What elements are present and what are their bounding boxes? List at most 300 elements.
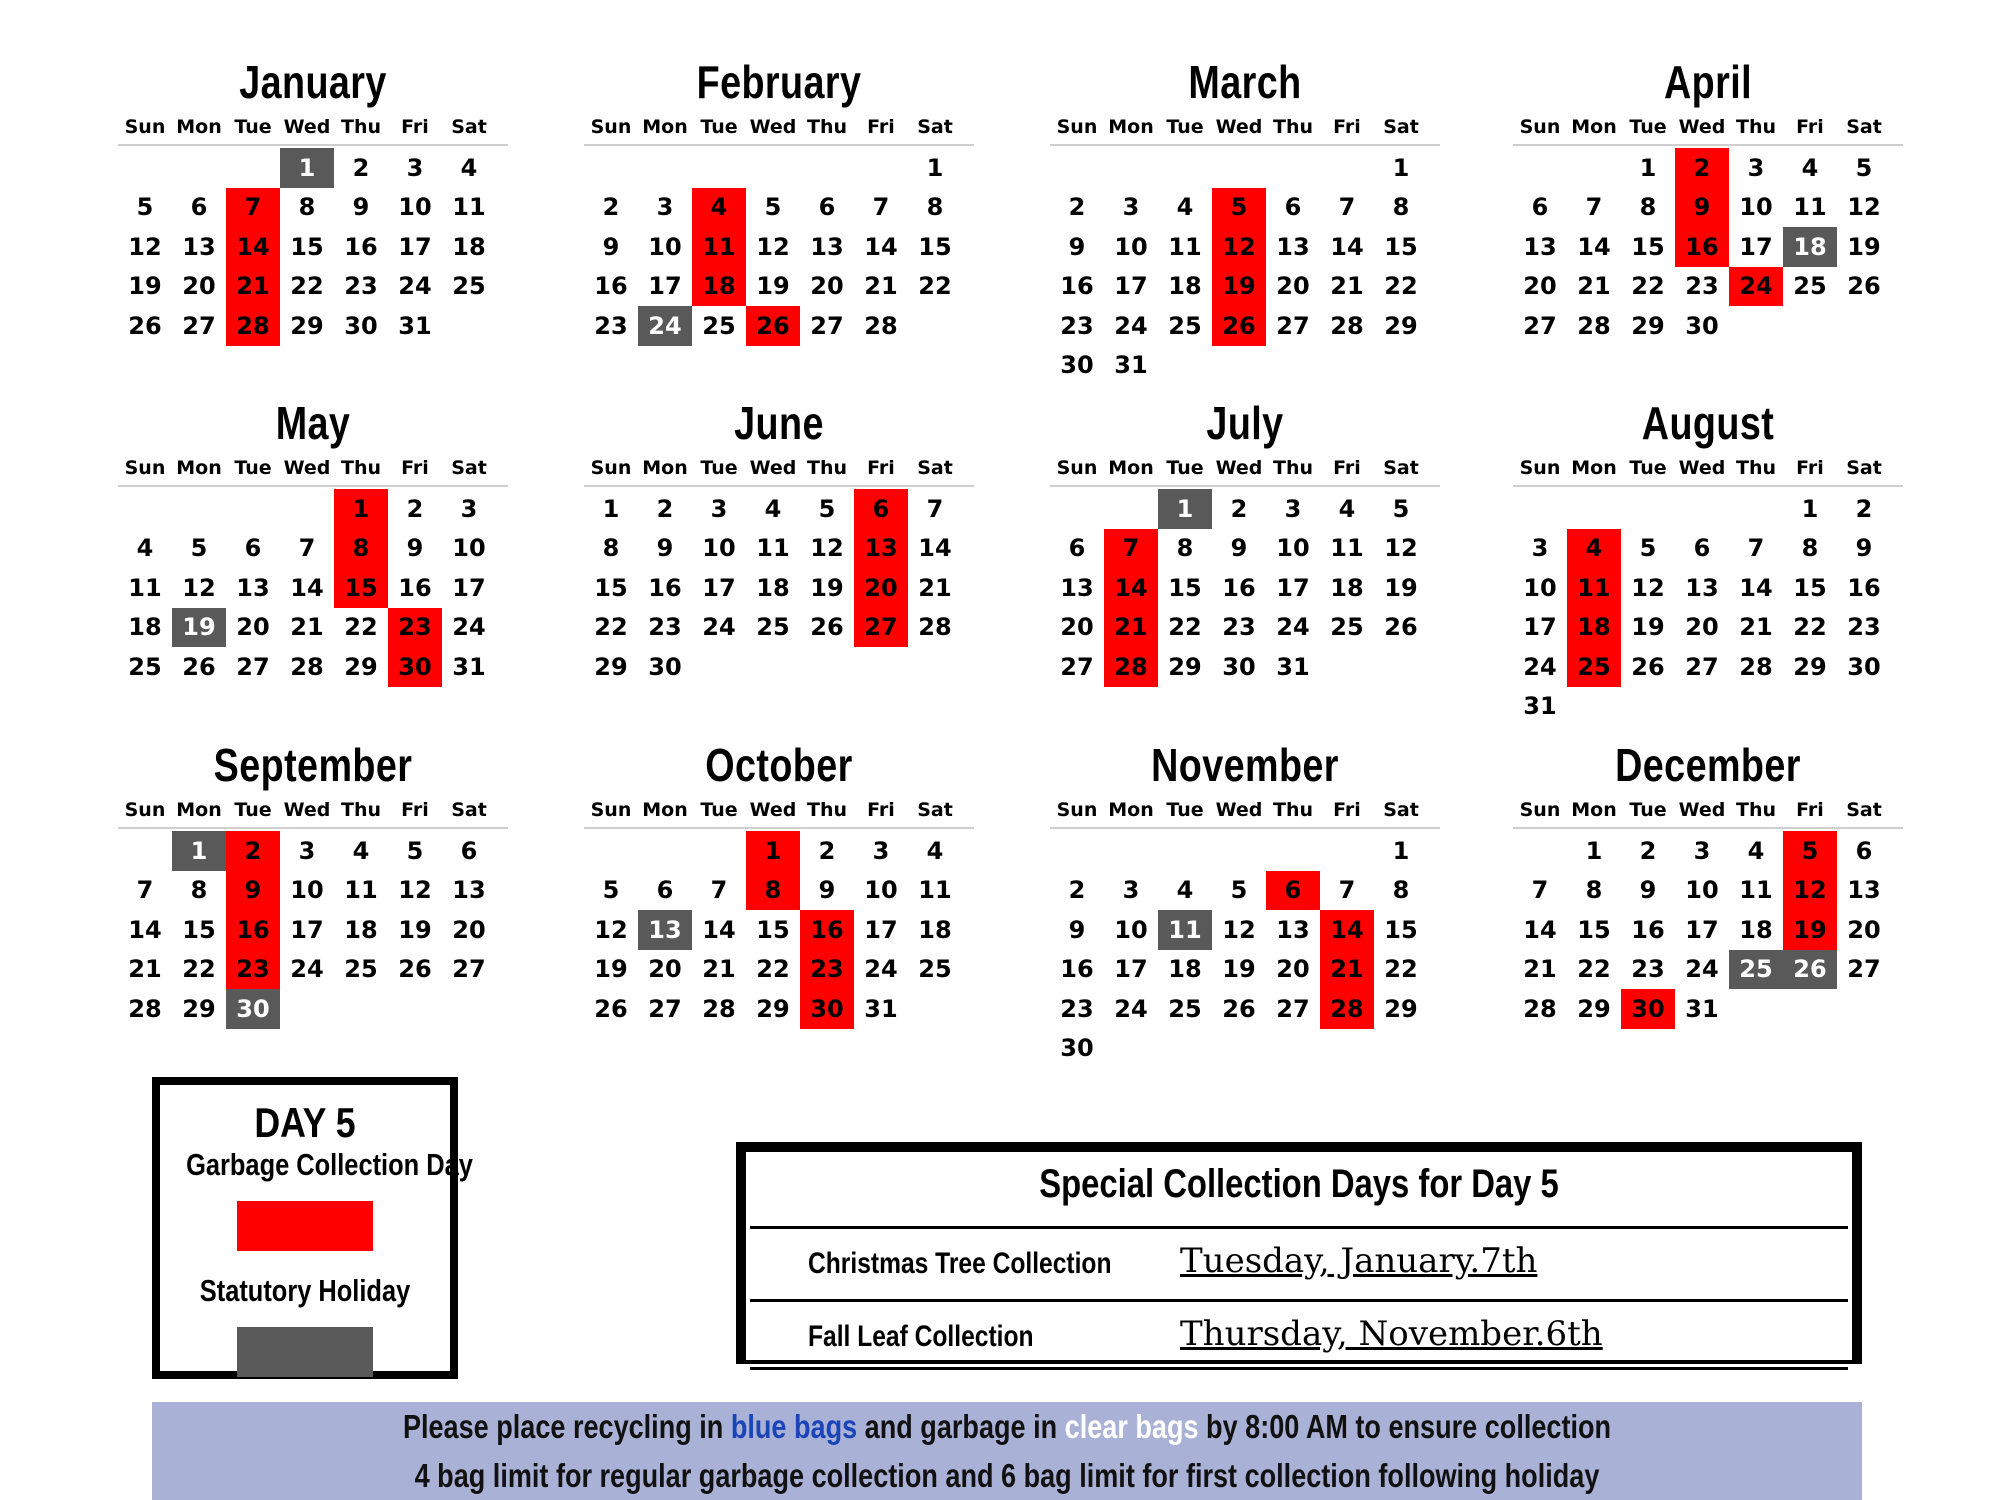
day-cell: 21	[1577, 272, 1611, 301]
weekday-label: Mon	[176, 457, 222, 479]
day-cell: 17	[1739, 232, 1773, 261]
weekday-label: Tue	[234, 799, 272, 821]
empty-cell	[692, 831, 746, 871]
day-cell: 29	[1631, 311, 1665, 340]
day-cell: 10	[1523, 573, 1557, 602]
day-cell: 1	[926, 153, 944, 182]
day-cell: 20	[1276, 272, 1310, 301]
weekday-label: Mon	[1108, 457, 1154, 479]
day-cell: 7	[710, 876, 728, 905]
day-cell: 11	[756, 534, 790, 563]
day-grid	[1513, 487, 1903, 726]
day-cell: 19	[1222, 955, 1256, 984]
day-cell: 18	[344, 915, 378, 944]
day-cell: 4	[1338, 494, 1356, 523]
day-cell: 30	[1222, 652, 1256, 681]
day-cell: 21	[128, 955, 162, 984]
day-cell: 13	[1685, 573, 1719, 602]
day-cell: 10	[864, 876, 898, 905]
day-cell: 6	[1693, 534, 1711, 563]
day-cell: 28	[128, 994, 162, 1023]
holiday-cell: 1	[280, 148, 334, 188]
day-cell: 19	[594, 955, 628, 984]
weekday-header	[1513, 451, 1903, 487]
collection-day-swatch	[237, 1201, 373, 1251]
day-cell: 14	[128, 915, 162, 944]
day-cell: 4	[926, 836, 944, 865]
month-march	[1050, 54, 1440, 385]
day-cell: 28	[1739, 652, 1773, 681]
month-january	[118, 54, 508, 346]
day-cell: 15	[594, 573, 628, 602]
weekday-header	[584, 793, 974, 829]
day-cell: 25	[702, 311, 736, 340]
day-cell: 9	[1230, 534, 1248, 563]
day-cell: 27	[182, 311, 216, 340]
day-cell: 22	[1577, 955, 1611, 984]
day-cell: 12	[810, 534, 844, 563]
collection-day-cell: 1	[746, 831, 800, 871]
month-title: March	[1188, 56, 1302, 108]
empty-cell	[1212, 148, 1266, 188]
weekday-label: Tue	[700, 799, 738, 821]
day-cell: 6	[190, 193, 208, 222]
collection-day-cell: 23	[388, 608, 442, 648]
day-cell: 20	[1847, 915, 1881, 944]
month-november	[1050, 737, 1440, 1068]
day-cell: 4	[136, 534, 154, 563]
day-cell: 11	[128, 573, 162, 602]
weekday-label: Wed	[749, 457, 797, 479]
empty-cell	[1104, 489, 1158, 529]
weekday-label: Fri	[1333, 457, 1361, 479]
day-cell: 23	[344, 272, 378, 301]
special-row-name: Fall Leaf Collection	[808, 1320, 1034, 1353]
weekday-label: Wed	[749, 116, 797, 138]
day-cell: 1	[1585, 836, 1603, 865]
weekday-label: Tue	[1166, 457, 1204, 479]
empty-cell	[1104, 148, 1158, 188]
day-cell: 28	[702, 994, 736, 1023]
day-cell: 13	[1847, 876, 1881, 905]
month-june	[584, 395, 974, 687]
weekday-label: Sat	[451, 457, 487, 479]
day-cell: 15	[1168, 573, 1202, 602]
special-row-name: Christmas Tree Collection	[808, 1247, 1112, 1280]
month-october	[584, 737, 974, 1029]
empty-cell	[1266, 148, 1320, 188]
day-cell: 23	[1060, 311, 1094, 340]
legend-holiday-label: Statutory Holiday	[199, 1273, 411, 1308]
day-cell: 18	[452, 232, 486, 261]
day-cell: 28	[1523, 994, 1557, 1023]
weekday-label: Sun	[590, 116, 632, 138]
day-cell: 16	[1060, 272, 1094, 301]
special-row	[750, 1302, 1848, 1370]
weekday-label: Wed	[1215, 457, 1263, 479]
day-cell: 24	[1276, 613, 1310, 642]
day-cell: 3	[1747, 153, 1765, 182]
empty-cell	[1320, 148, 1374, 188]
empty-cell	[280, 489, 334, 529]
day-cell: 26	[1384, 613, 1418, 642]
day-cell: 5	[190, 534, 208, 563]
day-cell: 6	[460, 836, 478, 865]
collection-day-cell: 28	[1320, 989, 1374, 1029]
empty-cell	[1621, 489, 1675, 529]
day-cell: 31	[1114, 351, 1148, 380]
collection-day-cell: 21	[1104, 608, 1158, 648]
weekday-label: Wed	[749, 799, 797, 821]
day-cell: 29	[1168, 652, 1202, 681]
day-cell: 25	[1168, 311, 1202, 340]
day-cell: 3	[1122, 193, 1140, 222]
empty-cell	[1513, 831, 1567, 871]
day-cell: 2	[656, 494, 674, 523]
day-cell: 26	[1847, 272, 1881, 301]
day-cell: 29	[290, 311, 324, 340]
weekday-label: Thu	[340, 799, 381, 821]
day-cell: 23	[1685, 272, 1719, 301]
month-february	[584, 54, 974, 346]
day-cell: 15	[1577, 915, 1611, 944]
day-cell: 10	[398, 193, 432, 222]
day-cell: 22	[1384, 955, 1418, 984]
weekday-label: Sat	[451, 116, 487, 138]
day-cell: 25	[344, 955, 378, 984]
day-cell: 12	[594, 915, 628, 944]
notice-text: Please place recycling in	[402, 1408, 731, 1445]
weekday-label: Mon	[1571, 457, 1617, 479]
day-cell: 12	[1384, 534, 1418, 563]
day-cell: 28	[1330, 311, 1364, 340]
day-cell: 1	[602, 494, 620, 523]
day-cell: 4	[1176, 876, 1194, 905]
holiday-cell: 1	[172, 831, 226, 871]
day-cell: 14	[864, 232, 898, 261]
weekday-header	[584, 451, 974, 487]
collection-day-cell: 24	[1729, 267, 1783, 307]
day-cell: 29	[756, 994, 790, 1023]
empty-cell	[746, 148, 800, 188]
day-grid	[1513, 829, 1903, 1029]
month-title: June	[734, 397, 824, 449]
day-grid	[118, 487, 508, 687]
weekday-label: Sun	[1056, 457, 1098, 479]
day-cell: 26	[128, 311, 162, 340]
day-cell: 15	[182, 915, 216, 944]
day-cell: 12	[1847, 193, 1881, 222]
day-grid	[1050, 146, 1440, 385]
special-collection-title: Special Collection Days for Day 5	[1039, 1162, 1559, 1206]
month-december	[1513, 737, 1903, 1029]
day-cell: 12	[182, 573, 216, 602]
day-cell: 27	[1685, 652, 1719, 681]
notice-banner	[152, 1402, 1862, 1500]
day-cell: 9	[602, 232, 620, 261]
day-cell: 20	[810, 272, 844, 301]
day-cell: 23	[1060, 994, 1094, 1023]
day-cell: 19	[810, 573, 844, 602]
empty-cell	[854, 148, 908, 188]
collection-day-cell: 27	[854, 608, 908, 648]
weekday-label: Wed	[1215, 116, 1263, 138]
day-cell: 9	[1855, 534, 1873, 563]
day-cell: 20	[648, 955, 682, 984]
day-cell: 15	[1793, 573, 1827, 602]
day-cell: 22	[344, 613, 378, 642]
day-cell: 13	[1276, 232, 1310, 261]
weekday-label: Fri	[401, 116, 429, 138]
empty-cell	[1513, 148, 1567, 188]
empty-cell	[1050, 489, 1104, 529]
empty-cell	[1675, 489, 1729, 529]
day-cell: 27	[1276, 994, 1310, 1023]
day-cell: 17	[1114, 272, 1148, 301]
weekday-label: Sat	[917, 457, 953, 479]
day-cell: 20	[182, 272, 216, 301]
weekday-label: Mon	[176, 116, 222, 138]
empty-cell	[1567, 489, 1621, 529]
month-title: January	[239, 56, 387, 108]
collection-day-cell: 2	[226, 831, 280, 871]
day-cell: 4	[764, 494, 782, 523]
collection-day-cell: 30	[1621, 989, 1675, 1029]
weekday-label: Wed	[1678, 799, 1726, 821]
day-cell: 14	[1739, 573, 1773, 602]
collection-day-cell: 14	[1104, 568, 1158, 608]
day-cell: 1	[1392, 153, 1410, 182]
special-collection-table	[736, 1142, 1862, 1364]
month-title: December	[1615, 739, 1801, 791]
day-cell: 24	[1114, 994, 1148, 1023]
day-grid	[118, 829, 508, 1029]
holiday-cell: 19	[172, 608, 226, 648]
day-cell: 26	[1222, 994, 1256, 1023]
day-cell: 22	[918, 272, 952, 301]
day-cell: 6	[1284, 193, 1302, 222]
weekday-label: Sun	[1519, 457, 1561, 479]
month-title: February	[696, 56, 862, 108]
collection-day-cell: 25	[1567, 647, 1621, 687]
day-cell: 25	[918, 955, 952, 984]
month-september	[118, 737, 508, 1029]
day-cell: 15	[756, 915, 790, 944]
day-cell: 29	[594, 652, 628, 681]
collection-day-cell: 5	[1783, 831, 1837, 871]
collection-day-cell: 6	[854, 489, 908, 529]
weekday-label: Sun	[124, 799, 166, 821]
weekday-label: Sat	[1846, 799, 1882, 821]
empty-cell	[1513, 489, 1567, 529]
collection-day-cell: 12	[1783, 871, 1837, 911]
day-cell: 10	[1276, 534, 1310, 563]
day-cell: 20	[1060, 613, 1094, 642]
special-row-date: Tuesday, January.7th	[1180, 1241, 1538, 1281]
day-cell: 17	[864, 915, 898, 944]
day-cell: 12	[1222, 915, 1256, 944]
day-cell: 21	[290, 613, 324, 642]
day-cell: 29	[1384, 311, 1418, 340]
day-cell: 3	[1122, 876, 1140, 905]
day-cell: 22	[290, 272, 324, 301]
day-cell: 2	[818, 836, 836, 865]
day-cell: 1	[1392, 836, 1410, 865]
day-cell: 24	[398, 272, 432, 301]
day-cell: 9	[818, 876, 836, 905]
weekday-label: Mon	[1571, 116, 1617, 138]
day-cell: 19	[1384, 573, 1418, 602]
day-cell: 3	[406, 153, 424, 182]
holiday-cell: 1	[1158, 489, 1212, 529]
collection-day-cell: 16	[226, 910, 280, 950]
weekday-header	[1050, 110, 1440, 146]
day-cell: 24	[290, 955, 324, 984]
day-cell: 27	[236, 652, 270, 681]
day-cell: 21	[918, 573, 952, 602]
day-cell: 5	[136, 193, 154, 222]
holiday-swatch	[237, 1327, 373, 1377]
day-cell: 9	[1639, 876, 1657, 905]
collection-day-cell: 6	[1266, 871, 1320, 911]
day-cell: 27	[1847, 955, 1881, 984]
day-cell: 30	[1060, 351, 1094, 380]
day-cell: 14	[290, 573, 324, 602]
day-cell: 24	[702, 613, 736, 642]
day-cell: 10	[1739, 193, 1773, 222]
weekday-label: Sun	[590, 799, 632, 821]
weekday-label: Sat	[1383, 457, 1419, 479]
day-cell: 19	[1631, 613, 1665, 642]
empty-cell	[1104, 831, 1158, 871]
day-cell: 29	[1577, 994, 1611, 1023]
day-cell: 28	[918, 613, 952, 642]
day-cell: 30	[1060, 1034, 1094, 1063]
holiday-cell: 30	[226, 989, 280, 1029]
day-cell: 21	[1523, 955, 1557, 984]
weekday-label: Fri	[1796, 457, 1824, 479]
day-cell: 10	[648, 232, 682, 261]
day-cell: 27	[810, 311, 844, 340]
day-cell: 15	[918, 232, 952, 261]
day-cell: 7	[872, 193, 890, 222]
weekday-label: Sat	[917, 116, 953, 138]
day-cell: 14	[918, 534, 952, 563]
day-grid	[1050, 487, 1440, 687]
day-cell: 5	[1392, 494, 1410, 523]
day-cell: 17	[1114, 955, 1148, 984]
month-may	[118, 395, 508, 687]
day-cell: 4	[460, 153, 478, 182]
day-cell: 19	[756, 272, 790, 301]
weekday-header	[118, 793, 508, 829]
day-cell: 2	[352, 153, 370, 182]
weekday-label: Thu	[806, 799, 847, 821]
weekday-label: Tue	[1166, 116, 1204, 138]
collection-day-cell: 7	[226, 188, 280, 228]
weekday-label: Thu	[806, 457, 847, 479]
day-cell: 15	[1631, 232, 1665, 261]
day-cell: 7	[1585, 193, 1603, 222]
day-cell: 2	[1230, 494, 1248, 523]
day-cell: 3	[460, 494, 478, 523]
day-cell: 20	[1276, 955, 1310, 984]
day-cell: 18	[128, 613, 162, 642]
day-cell: 19	[1847, 232, 1881, 261]
day-cell: 14	[1330, 232, 1364, 261]
weekday-header	[1513, 793, 1903, 829]
day-cell: 25	[1330, 613, 1364, 642]
day-cell: 5	[1639, 534, 1657, 563]
day-cell: 3	[1284, 494, 1302, 523]
notice-text: and garbage in	[857, 1408, 1065, 1445]
day-cell: 10	[452, 534, 486, 563]
day-cell: 8	[1176, 534, 1194, 563]
day-cell: 9	[1068, 915, 1086, 944]
day-cell: 26	[398, 955, 432, 984]
day-cell: 22	[182, 955, 216, 984]
day-grid	[584, 146, 974, 346]
day-cell: 4	[1176, 193, 1194, 222]
day-cell: 2	[406, 494, 424, 523]
notice-text: by 8:00 AM to ensure collection	[1198, 1408, 1612, 1445]
day-cell: 31	[398, 311, 432, 340]
day-cell: 7	[926, 494, 944, 523]
holiday-cell: 26	[1783, 950, 1837, 990]
month-title: October	[705, 739, 853, 791]
month-april	[1513, 54, 1903, 346]
collection-day-cell: 28	[226, 306, 280, 346]
day-cell: 18	[1330, 573, 1364, 602]
day-cell: 11	[452, 193, 486, 222]
day-cell: 29	[344, 652, 378, 681]
empty-cell	[1567, 148, 1621, 188]
weekday-label: Thu	[1272, 116, 1313, 138]
empty-cell	[1158, 831, 1212, 871]
day-cell: 19	[128, 272, 162, 301]
day-cell: 12	[398, 876, 432, 905]
day-cell: 21	[1739, 613, 1773, 642]
weekday-label: Fri	[1796, 799, 1824, 821]
month-july	[1050, 395, 1440, 687]
weekday-label: Thu	[1735, 457, 1776, 479]
collection-day-cell: 7	[1104, 529, 1158, 569]
collection-day-cell: 11	[692, 227, 746, 267]
collection-day-cell: 14	[1320, 910, 1374, 950]
day-cell: 10	[1114, 915, 1148, 944]
notice-line-1	[306, 1402, 1708, 1451]
weekday-label: Tue	[1166, 799, 1204, 821]
day-cell: 18	[1168, 955, 1202, 984]
collection-day-cell: 26	[746, 306, 800, 346]
empty-cell	[1212, 831, 1266, 871]
collection-day-cell: 2	[1675, 148, 1729, 188]
day-cell: 2	[1855, 494, 1873, 523]
weekday-label: Sat	[1846, 457, 1882, 479]
day-grid	[118, 146, 508, 346]
day-cell: 15	[290, 232, 324, 261]
weekday-label: Wed	[283, 457, 331, 479]
day-cell: 31	[1276, 652, 1310, 681]
day-cell: 22	[1384, 272, 1418, 301]
day-cell: 23	[1222, 613, 1256, 642]
weekday-label: Mon	[1571, 799, 1617, 821]
day-cell: 25	[452, 272, 486, 301]
legend-title: DAY 5	[254, 1099, 356, 1146]
weekday-label: Mon	[1108, 799, 1154, 821]
empty-cell	[1050, 831, 1104, 871]
empty-cell	[584, 148, 638, 188]
